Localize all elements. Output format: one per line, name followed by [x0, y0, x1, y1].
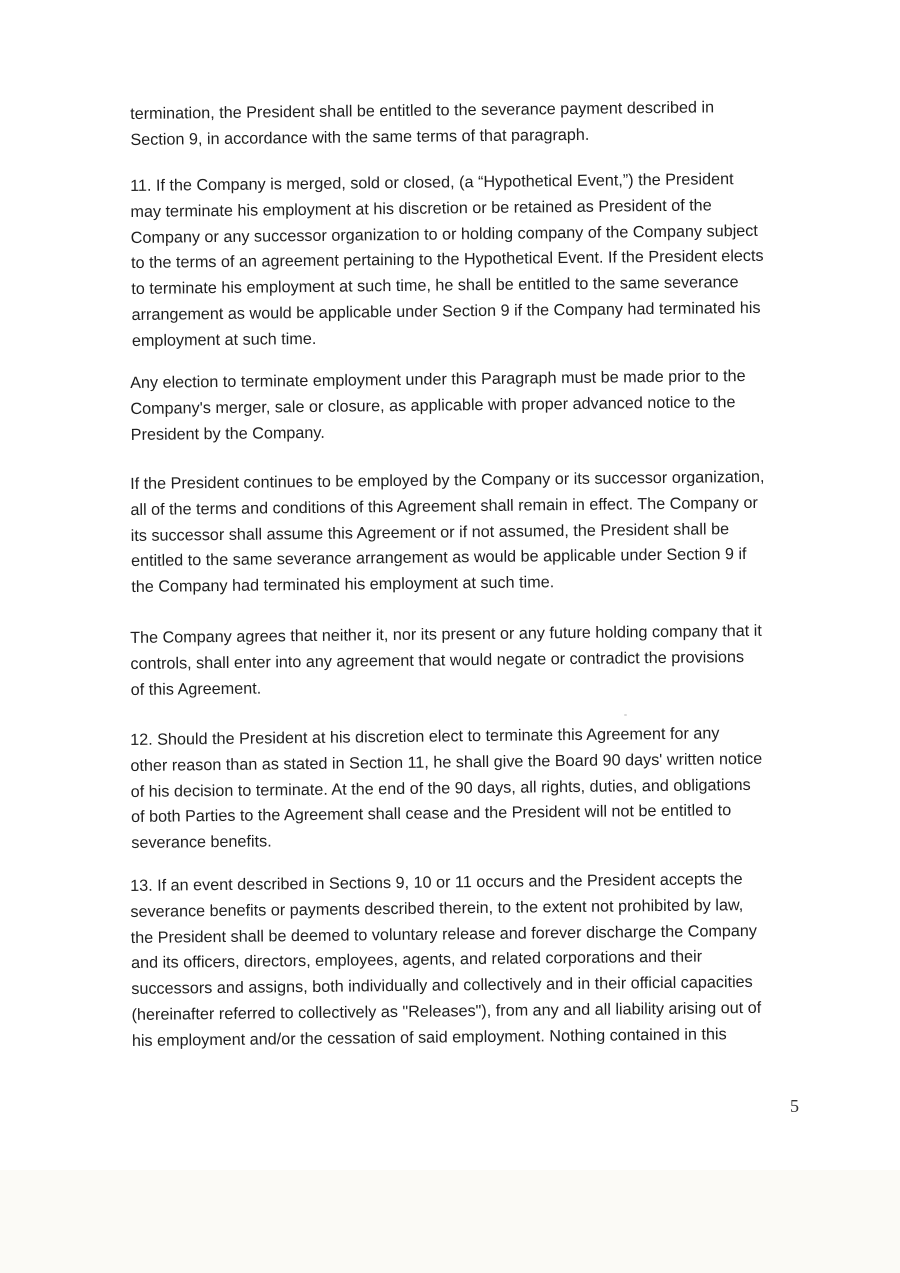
paragraph-no-contradiction	[130, 618, 803, 703]
text-line: successors and assigns, both individually and collectively and in their official capacities	[131, 973, 753, 999]
scan-bottom-edge	[0, 1170, 900, 1273]
text-line: of both Parties to the Agreement shall cease and the President will not be entitled to	[130, 801, 732, 827]
text-line: its successor shall assume this Agreement or if not assumed, the President shall be	[130, 519, 730, 545]
text-line: President by the Company.	[130, 423, 325, 444]
paragraph-continuation	[130, 94, 803, 153]
text-line: 11. If the Company is merged, sold or closed, (a “Hypothetical Event,”) the President	[130, 170, 734, 195]
text-line: his employment and/or the cessation of said employment. Nothing contained in this	[131, 1025, 727, 1050]
text-line: the Company had terminated his employment at such time.	[131, 573, 555, 597]
text-line: employment at such time.	[131, 329, 317, 350]
text-line: (hereinafter referred to collectively as "Releases"), from any and all liability arising out of	[131, 998, 762, 1024]
text-line: may terminate his employment at his discretion or be retained as President of the	[130, 196, 712, 221]
text-line: controls, shall enter into any agreement that would negate or contradict the provisions	[130, 647, 745, 673]
text-line: and its officers, directors, employees, agents, and related corporations and their	[130, 947, 703, 973]
text-line: Section 9, in accordance with the same terms of that paragraph.	[130, 125, 590, 149]
text-line: Any election to terminate employment under this Paragraph must be made prior to the	[130, 367, 746, 392]
text-line: to the terms of an agreement pertaining to the Hypothetical Event. If the President elects	[130, 247, 764, 273]
text-line: severance benefits.	[131, 832, 272, 853]
text-line: of his decision to terminate. At the end of the 90 days, all rights, duties, and obligations	[130, 775, 751, 801]
text-line: The Company agrees that neither it, nor its present or any future holding company that it	[130, 621, 762, 647]
scan-speck	[624, 714, 627, 716]
text-line: the President shall be deemed to voluntary release and forever discharge the Company	[130, 921, 758, 947]
text-line: other reason than as stated in Section 11, he shall give the Board 90 days' written notice	[130, 749, 763, 775]
text-line: entitled to the same severance arrangement as would be applicable under Section 9 if	[130, 545, 747, 571]
text-line: arrangement as would be applicable under Section 9 if the Company had terminated his	[131, 298, 761, 324]
text-line: severance benefits or payments described therein, to the extent not prohibited by law,	[130, 895, 744, 921]
paragraph-section-12	[130, 720, 803, 857]
text-line: Company or any successor organization to or holding company of the Company subject	[130, 221, 758, 247]
text-line: of this Agreement.	[130, 679, 262, 699]
text-line: termination, the President shall be entitled to the severance payment described in	[130, 98, 715, 123]
paragraph-election	[130, 363, 803, 448]
text-line: 13. If an event described in Sections 9, 10 or 11 occurs and the President accepts the	[130, 870, 743, 895]
text-line: all of the terms and conditions of this Agreement shall remain in effect. The Company or	[130, 493, 758, 519]
paragraph-continued-employment	[130, 464, 803, 601]
text-line: 12. Should the President at his discretion elect to terminate this Agreement for any	[130, 724, 720, 749]
text-line: to terminate his employment at such time, he shall be entitled to the same severance	[131, 273, 739, 299]
text-line: Company's merger, sale or closure, as applicable with proper advanced notice to the	[130, 392, 736, 418]
paragraph-section-13	[130, 866, 804, 1054]
page-number: 5	[790, 1096, 799, 1116]
paragraph-section-11	[130, 166, 804, 354]
text-line: If the President continues to be employed by the Company or its successor organization,	[130, 467, 765, 493]
